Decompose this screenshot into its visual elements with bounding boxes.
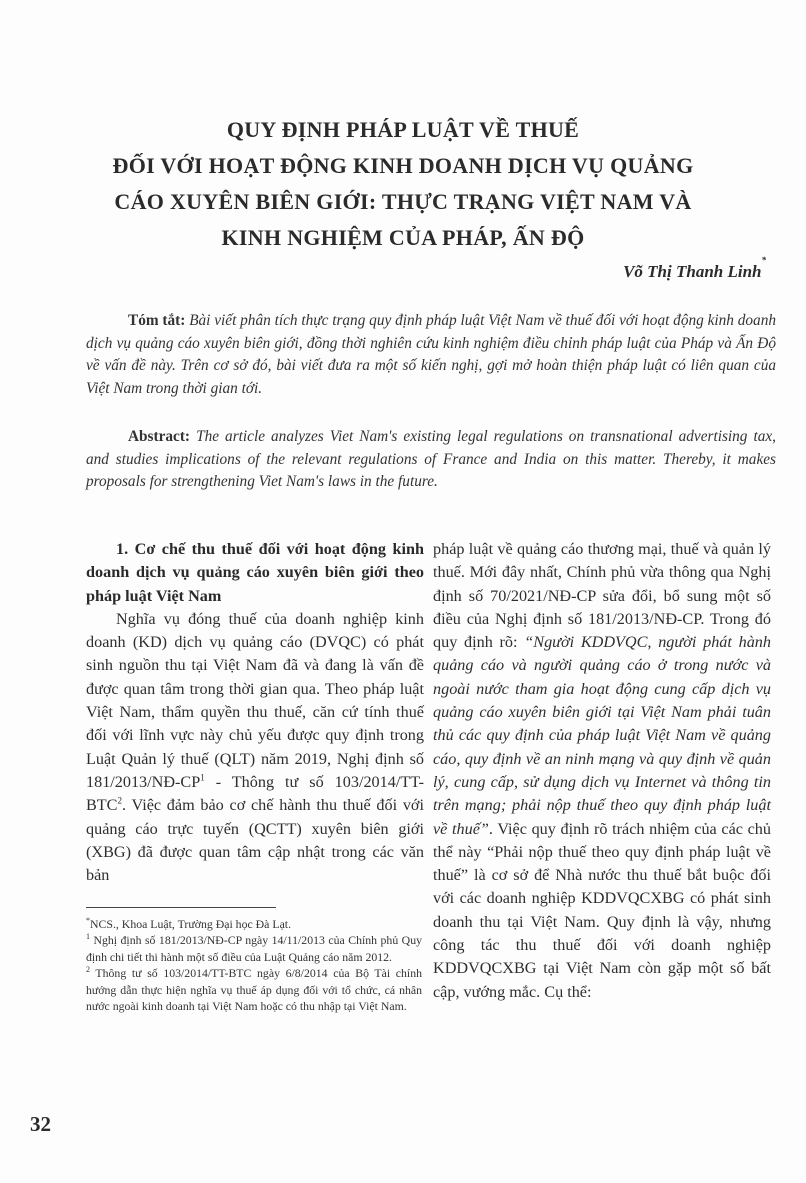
author-footnote-mark: *	[761, 255, 766, 265]
paragraph-text: Nghĩa vụ đóng thuế của doanh nghiệp kinh doanh (KD) dịch vụ quảng cáo (DVQC) có phát sinh nguồn thu tại Việt Nam đã và đang là vấn đề được quan tâm trong thời gian qua. Theo pháp luật Việt Nam, thẩm quyền thu thuế, căn cứ tính thuế đối với lĩnh vực này chủ yếu được quy định trong Luật Quản lý thuế (QLT) năm 2019, Nghị định số 181/2013/NĐ-CP	[86, 609, 424, 791]
footnote-1	[86, 932, 422, 965]
abstract-vi-text: Bài viết phân tích thực trạng quy định pháp luật Việt Nam về thuế đối với hoạt động kinh doanh dịch vụ quảng cáo xuyên biên giới, đồng thời nghiên cứu kinh nghiệm điều chỉnh pháp luật của Pháp và Ấn Độ về vấn đề này. Trên cơ sở đó, bài viết đưa ra một số kiến nghị, gợi mở hoàn thiện pháp luật có liên quan của Việt Nam trong thời gian tới.	[86, 312, 776, 397]
title-line-2: ĐỐI VỚI HOẠT ĐỘNG KINH DOANH DỊCH VỤ QUẢNG	[112, 153, 694, 178]
footnote-text: NCS., Khoa Luật, Trường Đại học Đà Lạt.	[90, 917, 292, 931]
paragraph-text: . Việc đảm bảo cơ chế hành thu thuế đối với quảng cáo trực tuyến (QCTT) xuyên biên giới (XBG) đã được quan tâm cập nhật trong các văn bản	[86, 796, 424, 885]
footnote-2	[86, 965, 422, 1014]
footnote-author	[86, 916, 422, 932]
abstract-en-text: The article analyzes Viet Nam's existing legal regulations on transnational advertising tax, and studies implications of the relevant regulations of France and India on this matter. Thereby, it makes proposals for strengthening Viet Nam's laws in the future.	[86, 428, 776, 491]
abstract-en-label: Abstract:	[128, 428, 191, 445]
abstract-vietnamese	[86, 310, 776, 400]
title-line-1: QUY ĐỊNH PHÁP LUẬT VỀ THUẾ	[226, 117, 580, 142]
abstract-english	[86, 426, 776, 494]
paragraph-text: - Thông tư số 103/2014/TT-BTC	[86, 772, 424, 815]
title-line-4: KINH NGHIỆM CỦA PHÁP, ẤN ĐỘ	[221, 225, 585, 250]
footnote-divider	[86, 907, 276, 908]
paragraph-text: . Việc quy định rõ trách nhiệm của các chủ thể này “Phải nộp thuế theo quy định pháp luật về thuế” là cơ sở để Nhà nước thu thuế bắt buộc đối với các doanh nghiệp KDDVQCXBG có phát sinh doanh thu tại Việt Nam. Quy định là vậy, nhưng công tác thu thuế đối với doanh nghiệp KDDVQCXBG tại Việt Nam còn gặp một số bất cập, vướng mắc. Cụ thể:	[433, 819, 771, 1001]
author-byline	[623, 255, 766, 282]
abstract-vi-label: Tóm tắt:	[128, 312, 186, 329]
footnotes	[86, 916, 422, 1014]
footnote-mark: 1	[86, 932, 90, 942]
left-column	[86, 538, 424, 887]
page-number: 32	[30, 1112, 51, 1136]
footnote-mark: *	[86, 916, 90, 926]
section-1-heading: 1. Cơ chế thu thuế đối với hoạt động kinh doanh dịch vụ quảng cáo xuyên biên giới theo pháp luật Việt Nam	[86, 540, 424, 605]
footnote-text: Thông tư số 103/2014/TT-BTC ngày 6/8/2014 của Bộ Tài chính hướng dẫn thực hiện nghĩa vụ thuế áp dụng đối với tổ chức, cá nhân nước ngoài kinh doanh tại Việt Nam hoặc có thu nhập tại Việt Nam.	[86, 966, 422, 1014]
section-1-left-paragraph	[86, 608, 424, 888]
title-line-3: CÁO XUYÊN BIÊN GIỚI: THỰC TRẠNG VIỆT NAM VÀ	[114, 189, 692, 214]
right-column	[433, 538, 771, 1004]
footnote-ref-2[interactable]: 2	[117, 795, 122, 806]
decree-quote: “Người KDDVQC, người phát hành quảng cáo và người quảng cáo ở trong nước và ngoài nước tham gia hoạt động cung cấp dịch vụ quảng cáo xuyên biên giới tại Việt Nam phải tuân thủ các quy định của pháp luật Việt Nam về quảng cáo, quy định về an ninh mạng và quy định về quản lý, cung cấp, sử dụng dịch vụ Internet và thông tin trên mạng; phải nộp thuế theo quy định pháp luật về thuế”	[433, 633, 771, 838]
footnote-text: Nghị định số 181/2013/NĐ-CP ngày 14/11/2013 của Chính phủ Quy định chi tiết thi hành một số điều của Luật Quảng cáo năm 2012.	[86, 933, 422, 964]
footnote-ref-1[interactable]: 1	[200, 772, 205, 783]
author-name: Võ Thị Thanh Linh	[623, 262, 762, 281]
section-1-right-paragraph	[433, 538, 771, 1004]
paragraph-text: pháp luật về quảng cáo thương mại, thuế và quản lý thuế. Mới đây nhất, Chính phủ vừa thông qua Nghị định số 70/2021/NĐ-CP sửa đổi, bổ sung một số điều của Nghị định số 181/2013/NĐ-CP. Trong đó quy định rõ:	[433, 540, 771, 652]
article-title	[60, 112, 746, 256]
footnote-mark: 2	[86, 965, 90, 975]
